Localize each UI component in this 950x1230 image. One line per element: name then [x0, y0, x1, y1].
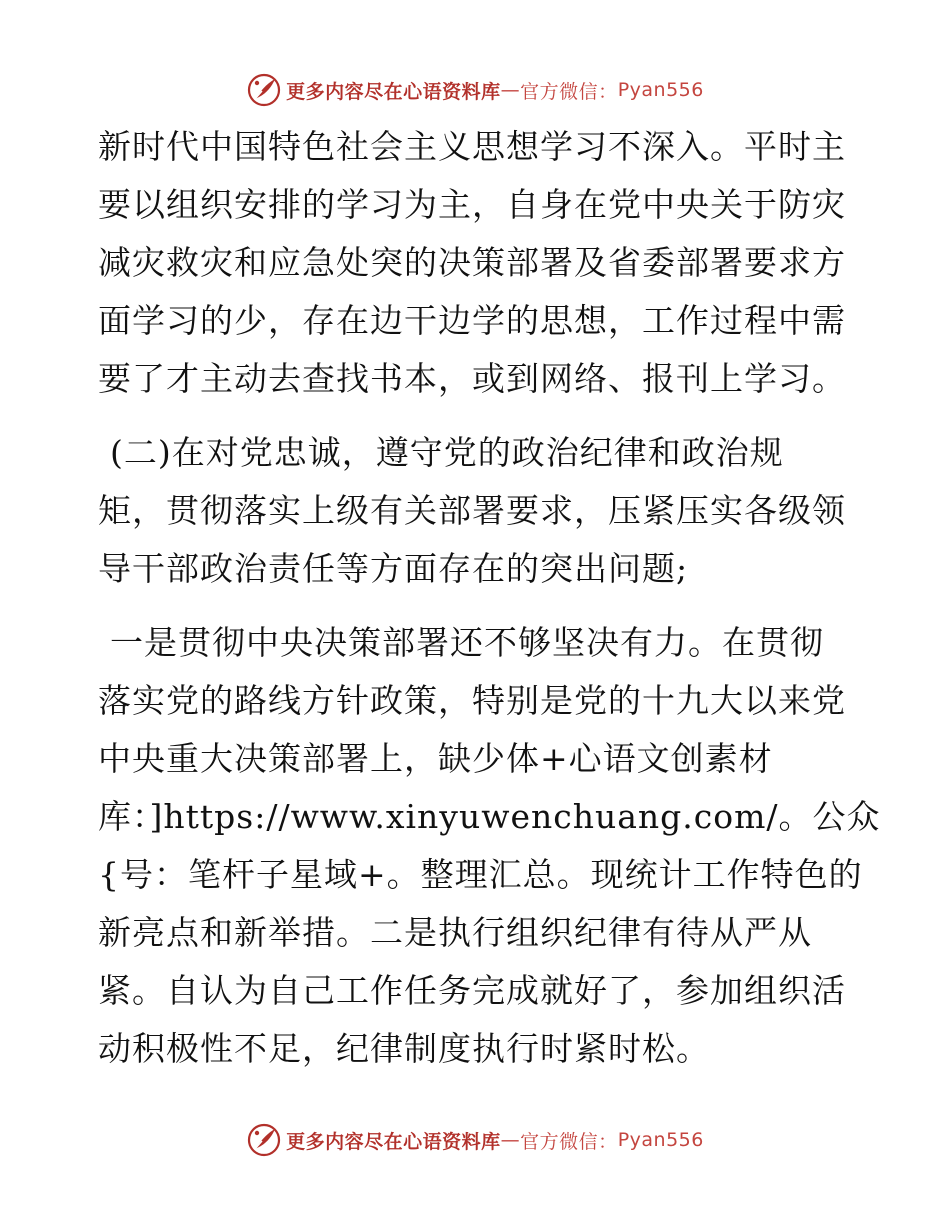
text-line: 面学习的少，存在边干边学的思想，工作过程中需	[98, 301, 846, 340]
text-line: 落实党的路线方针政策，特别是党的十九大以来党	[98, 681, 846, 720]
banner-dash: —	[500, 1129, 521, 1151]
text-line: {号：笔杆子星域+。整理汇总。现统计工作特色的	[98, 855, 863, 894]
banner-wechat-id: Pyan556	[617, 79, 704, 101]
text-line: 动积极性不足，纪律制度执行时紧时松。	[98, 1029, 710, 1068]
banner-text: 更多内容尽在心语资料库	[286, 80, 501, 103]
text-line: 新亮点和新举措。二是执行组织纪律有待从严从	[98, 913, 812, 952]
banner-dash: —	[500, 79, 521, 101]
banner-wechat-label: 官方微信：	[520, 80, 618, 103]
footer-banner	[0, 1120, 950, 1160]
text-line: 一是贯彻中央决策部署还不够坚决有力。在贯彻	[110, 623, 824, 662]
quill-pen-logo-icon	[246, 1122, 282, 1158]
text-line: 新时代中国特色社会主义思想学习不深入。平时主	[98, 127, 846, 166]
banner-wechat-id: Pyan556	[617, 1129, 704, 1151]
text-line: 导干部政治责任等方面存在的突出问题;	[98, 549, 689, 588]
text-line: 要以组织安排的学习为主，自身在党中央关于防灾	[98, 185, 846, 224]
banner-wechat-label: 官方微信：	[520, 1130, 618, 1153]
text-line: 中央重大决策部署上，缺少体+心语文创素材	[98, 739, 773, 778]
text-line-url: 库：]https://www.xinyuwenchuang.com/。公众	[98, 797, 881, 836]
text-line: 紧。自认为自己工作任务完成就好了，参加组织活	[98, 971, 846, 1010]
text-line: 矩，贯彻落实上级有关部署要求，压紧压实各级领	[98, 491, 846, 530]
banner-text: 更多内容尽在心语资料库	[286, 1130, 501, 1153]
text-line: 减灾救灾和应急处突的决策部署及省委部署要求方	[98, 243, 846, 282]
text-line: 要了才主动去查找书本，或到网络、报刊上学习。	[98, 359, 846, 398]
section-heading: (二)在对党忠诚，遵守党的政治纪律和政治规	[110, 433, 784, 472]
